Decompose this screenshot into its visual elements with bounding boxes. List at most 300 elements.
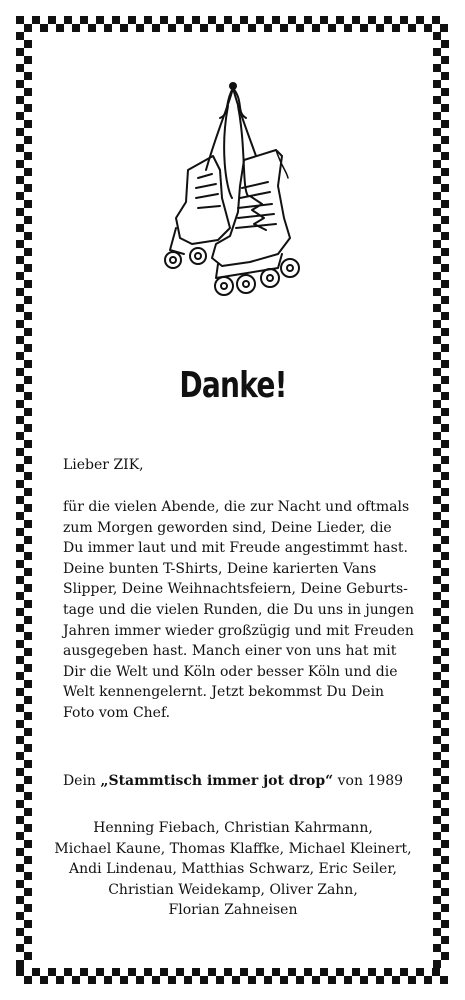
body-line: ausgegeben hast. Manch einer von uns hat mit — [63, 643, 397, 660]
border-square — [441, 184, 449, 192]
border-square — [16, 336, 24, 344]
border-square — [16, 464, 24, 472]
border-square — [16, 720, 24, 728]
border-square — [433, 128, 441, 136]
border-square — [16, 560, 24, 568]
border-square — [104, 976, 112, 984]
border-square — [16, 176, 24, 184]
border-square — [16, 288, 24, 296]
border-square — [440, 24, 448, 32]
border-square — [441, 568, 449, 576]
border-square — [24, 680, 32, 688]
border-square — [16, 624, 24, 632]
border-square — [80, 16, 88, 24]
border-square — [16, 112, 24, 120]
border-square — [216, 24, 224, 32]
body-text — [63, 497, 413, 724]
border-square — [24, 56, 32, 64]
border-square — [440, 976, 448, 984]
border-square — [433, 400, 441, 408]
names-line: Florian Zahneisen — [168, 902, 298, 919]
border-square — [433, 384, 441, 392]
border-square — [24, 632, 32, 640]
border-square — [416, 16, 424, 24]
border-square — [441, 872, 449, 880]
border-square — [168, 976, 176, 984]
border-square — [441, 312, 449, 320]
border-square — [441, 328, 449, 336]
border-square — [441, 168, 449, 176]
border-square — [248, 24, 256, 32]
border-square — [24, 872, 32, 880]
border-square — [433, 32, 441, 40]
border-square — [184, 24, 192, 32]
border-square — [24, 312, 32, 320]
border-square — [16, 784, 24, 792]
border-square — [441, 616, 449, 624]
border-square — [433, 896, 441, 904]
border-square — [32, 968, 40, 976]
border-square — [441, 792, 449, 800]
border-square — [24, 552, 32, 560]
border-square — [352, 968, 360, 976]
border-square — [433, 560, 441, 568]
border-square — [433, 944, 441, 952]
border-square — [441, 424, 449, 432]
border-square — [24, 760, 32, 768]
border-square — [433, 80, 441, 88]
border-square — [312, 976, 320, 984]
border-square — [441, 280, 449, 288]
border-square — [24, 72, 32, 80]
border-square — [16, 496, 24, 504]
border-square — [72, 976, 80, 984]
border-square — [441, 936, 449, 944]
border-square — [16, 144, 24, 152]
border-square — [433, 480, 441, 488]
border-square — [441, 408, 449, 416]
border-square — [16, 240, 24, 248]
border-square — [433, 928, 441, 936]
border-square — [64, 968, 72, 976]
border-square — [168, 24, 176, 32]
border-square — [16, 32, 24, 40]
border-square — [16, 928, 24, 936]
border-square — [433, 464, 441, 472]
border-square — [264, 976, 272, 984]
border-square — [96, 968, 104, 976]
border-square — [24, 232, 32, 240]
border-square — [441, 200, 449, 208]
border-square — [264, 24, 272, 32]
border-square — [441, 56, 449, 64]
border-square — [16, 80, 24, 88]
border-square — [368, 968, 376, 976]
border-square — [208, 16, 216, 24]
greeting: Lieber ZIK, — [63, 457, 144, 473]
border-square — [16, 528, 24, 536]
border-square — [24, 712, 32, 720]
border-square — [433, 768, 441, 776]
border-square — [24, 728, 32, 736]
border-square — [16, 128, 24, 136]
border-square — [16, 448, 24, 456]
border-square — [441, 376, 449, 384]
border-square — [441, 248, 449, 256]
border-square — [56, 24, 64, 32]
border-square — [192, 968, 200, 976]
border-square — [441, 696, 449, 704]
border-square — [24, 216, 32, 224]
border-square — [16, 656, 24, 664]
border-square — [240, 16, 248, 24]
border-square — [433, 240, 441, 248]
border-square — [441, 440, 449, 448]
border-square — [352, 16, 360, 24]
border-square — [24, 536, 32, 544]
border-square — [16, 368, 24, 376]
border-square — [433, 960, 441, 968]
border-square — [24, 976, 32, 984]
border-square — [16, 592, 24, 600]
border-square — [16, 160, 24, 168]
border-square — [376, 24, 384, 32]
border-square — [433, 912, 441, 920]
border-square — [176, 16, 184, 24]
border-square — [328, 24, 336, 32]
border-square — [441, 600, 449, 608]
border-square — [433, 368, 441, 376]
border-square — [433, 224, 441, 232]
border-square — [24, 120, 32, 128]
border-square — [24, 296, 32, 304]
border-square — [24, 888, 32, 896]
border-square — [288, 16, 296, 24]
border-square — [24, 648, 32, 656]
border-square — [24, 520, 32, 528]
border-square — [16, 816, 24, 824]
signature-prefix: Dein — [62, 773, 101, 789]
border-square — [16, 304, 24, 312]
border-square — [224, 968, 232, 976]
border-square — [400, 16, 408, 24]
border-square — [441, 536, 449, 544]
notice-content — [48, 60, 418, 940]
border-square — [288, 968, 296, 976]
border-square — [24, 824, 32, 832]
border-square — [441, 760, 449, 768]
border-square — [256, 16, 264, 24]
body-line: Deine bunten T-Shirts, Deine karierten Vans — [63, 560, 377, 577]
border-square — [296, 24, 304, 32]
border-square — [441, 680, 449, 688]
border-square — [384, 968, 392, 976]
border-square — [112, 968, 120, 976]
border-square — [88, 24, 96, 32]
body-line: tage und die vielen Runden, die Du uns in jungen — [63, 601, 415, 618]
border-square — [24, 744, 32, 752]
border-square — [433, 848, 441, 856]
border-square — [16, 640, 24, 648]
border-square — [24, 264, 32, 272]
border-square — [433, 688, 441, 696]
border-square — [24, 920, 32, 928]
border-square — [16, 272, 24, 280]
border-square — [272, 968, 280, 976]
border-square — [24, 776, 32, 784]
border-square — [24, 616, 32, 624]
border-square — [16, 800, 24, 808]
border-square — [24, 24, 32, 32]
border-square — [441, 72, 449, 80]
body-line: Slipper, Deine Weihnachtsfeiern, Deine Geburts- — [63, 581, 408, 598]
border-square — [312, 24, 320, 32]
border-square — [441, 856, 449, 864]
border-square — [433, 784, 441, 792]
border-square — [16, 968, 24, 976]
border-square — [24, 792, 32, 800]
border-square — [441, 344, 449, 352]
border-square — [16, 832, 24, 840]
border-square — [24, 328, 32, 336]
border-square — [112, 16, 120, 24]
border-square — [16, 576, 24, 584]
border-square — [200, 24, 208, 32]
border-square — [136, 24, 144, 32]
border-square — [24, 104, 32, 112]
border-square — [40, 24, 48, 32]
border-square — [433, 160, 441, 168]
border-square — [24, 280, 32, 288]
border-square — [433, 112, 441, 120]
border-square — [433, 176, 441, 184]
signature-group: „Stammtisch immer jot drop“ — [100, 773, 334, 789]
border-square — [96, 16, 104, 24]
border-square — [320, 16, 328, 24]
border-square — [433, 864, 441, 872]
border-square — [441, 88, 449, 96]
border-square — [24, 664, 32, 672]
border-square — [16, 736, 24, 744]
border-square — [433, 672, 441, 680]
names-list — [48, 818, 418, 921]
border-square — [441, 584, 449, 592]
border-square — [16, 544, 24, 552]
border-square — [433, 608, 441, 616]
names-line: Christian Weidekamp, Oliver Zahn, — [108, 881, 358, 898]
border-square — [24, 136, 32, 144]
border-square — [433, 656, 441, 664]
border-square — [296, 976, 304, 984]
border-square — [433, 528, 441, 536]
border-square — [441, 712, 449, 720]
border-square — [433, 800, 441, 808]
border-square — [433, 720, 441, 728]
body-line: Dir die Welt und Köln oder besser Köln und die — [63, 663, 398, 680]
border-square — [441, 520, 449, 528]
border-square — [441, 504, 449, 512]
body-line: Du immer laut und mit Freude angestimmt hast. — [63, 540, 408, 557]
border-square — [441, 840, 449, 848]
border-square — [441, 632, 449, 640]
border-square — [24, 424, 32, 432]
border-square — [328, 976, 336, 984]
border-square — [24, 600, 32, 608]
border-square — [280, 24, 288, 32]
border-square — [441, 808, 449, 816]
border-square — [400, 968, 408, 976]
border-square — [441, 952, 449, 960]
border-square — [24, 88, 32, 96]
border-square — [441, 216, 449, 224]
border-square — [24, 152, 32, 160]
border-square — [16, 688, 24, 696]
border-square — [16, 672, 24, 680]
border-square — [16, 896, 24, 904]
border-square — [24, 344, 32, 352]
body-line: Welt kennengelernt. Jetzt bekommst Du Dein — [63, 684, 385, 701]
border-square — [176, 968, 184, 976]
border-square — [344, 24, 352, 32]
border-square — [24, 168, 32, 176]
border-square — [232, 976, 240, 984]
body-line: Jahren immer wieder großzügig und mit Freuden — [63, 622, 414, 639]
border-square — [432, 16, 440, 24]
border-square — [120, 24, 128, 32]
border-square — [24, 904, 32, 912]
border-square — [16, 752, 24, 760]
names-line: Andi Lindenau, Matthias Schwarz, Eric Seiler, — [69, 861, 397, 878]
border-square — [16, 704, 24, 712]
border-square — [240, 968, 248, 976]
border-square — [16, 480, 24, 488]
border-square — [441, 904, 449, 912]
border-square — [360, 24, 368, 32]
border-square — [24, 840, 32, 848]
border-square — [24, 40, 32, 48]
border-square — [441, 104, 449, 112]
border-square — [360, 976, 368, 984]
border-square — [344, 976, 352, 984]
border-square — [433, 416, 441, 424]
border-square — [384, 16, 392, 24]
border-square — [16, 944, 24, 952]
border-square — [441, 296, 449, 304]
border-square — [144, 16, 152, 24]
border-square — [24, 568, 32, 576]
border-square — [16, 256, 24, 264]
border-square — [441, 392, 449, 400]
border-square — [144, 968, 152, 976]
border-square — [72, 24, 80, 32]
border-square — [433, 352, 441, 360]
border-square — [24, 184, 32, 192]
border-square — [433, 736, 441, 744]
border-square — [304, 16, 312, 24]
border-square — [16, 96, 24, 104]
border-square — [441, 120, 449, 128]
border-square — [16, 512, 24, 520]
border-square — [24, 952, 32, 960]
border-square — [441, 472, 449, 480]
border-square — [392, 24, 400, 32]
border-square — [280, 976, 288, 984]
border-square — [184, 976, 192, 984]
border-square — [24, 408, 32, 416]
border-square — [368, 16, 376, 24]
border-square — [441, 888, 449, 896]
border-square — [433, 336, 441, 344]
border-square — [433, 880, 441, 888]
border-square — [441, 232, 449, 240]
border-square — [24, 856, 32, 864]
border-square — [216, 976, 224, 984]
border-square — [16, 912, 24, 920]
border-square — [336, 968, 344, 976]
border-square — [16, 64, 24, 72]
border-square — [433, 448, 441, 456]
border-square — [441, 728, 449, 736]
border-square — [433, 592, 441, 600]
border-square — [200, 976, 208, 984]
border-square — [432, 968, 440, 976]
border-square — [441, 40, 449, 48]
border-square — [433, 304, 441, 312]
border-square — [128, 16, 136, 24]
border-square — [433, 832, 441, 840]
border-square — [232, 24, 240, 32]
border-square — [320, 968, 328, 976]
border-square — [24, 376, 32, 384]
border-square — [16, 432, 24, 440]
border-square — [336, 16, 344, 24]
border-square — [441, 488, 449, 496]
border-square — [433, 752, 441, 760]
border-square — [224, 16, 232, 24]
border-square — [56, 976, 64, 984]
border-square — [16, 880, 24, 888]
border-square — [16, 864, 24, 872]
border-square — [120, 976, 128, 984]
border-square — [433, 816, 441, 824]
border-square — [24, 440, 32, 448]
border-square — [441, 456, 449, 464]
border-square — [433, 208, 441, 216]
border-square — [24, 584, 32, 592]
border-square — [441, 744, 449, 752]
hanging-roller-skates-icon — [158, 78, 308, 308]
border-square — [441, 648, 449, 656]
border-square — [192, 16, 200, 24]
border-square — [24, 936, 32, 944]
border-square — [24, 456, 32, 464]
border-square — [16, 16, 24, 24]
border-square — [441, 920, 449, 928]
border-square — [16, 352, 24, 360]
names-line: Henning Fiebach, Christian Kahrmann, — [93, 820, 373, 836]
border-square — [16, 192, 24, 200]
border-square — [304, 968, 312, 976]
border-square — [16, 48, 24, 56]
border-square — [24, 696, 32, 704]
border-square — [433, 624, 441, 632]
border-square — [16, 384, 24, 392]
border-square — [24, 488, 32, 496]
border-square — [24, 360, 32, 368]
border-square — [80, 968, 88, 976]
border-square — [24, 248, 32, 256]
border-square — [256, 968, 264, 976]
